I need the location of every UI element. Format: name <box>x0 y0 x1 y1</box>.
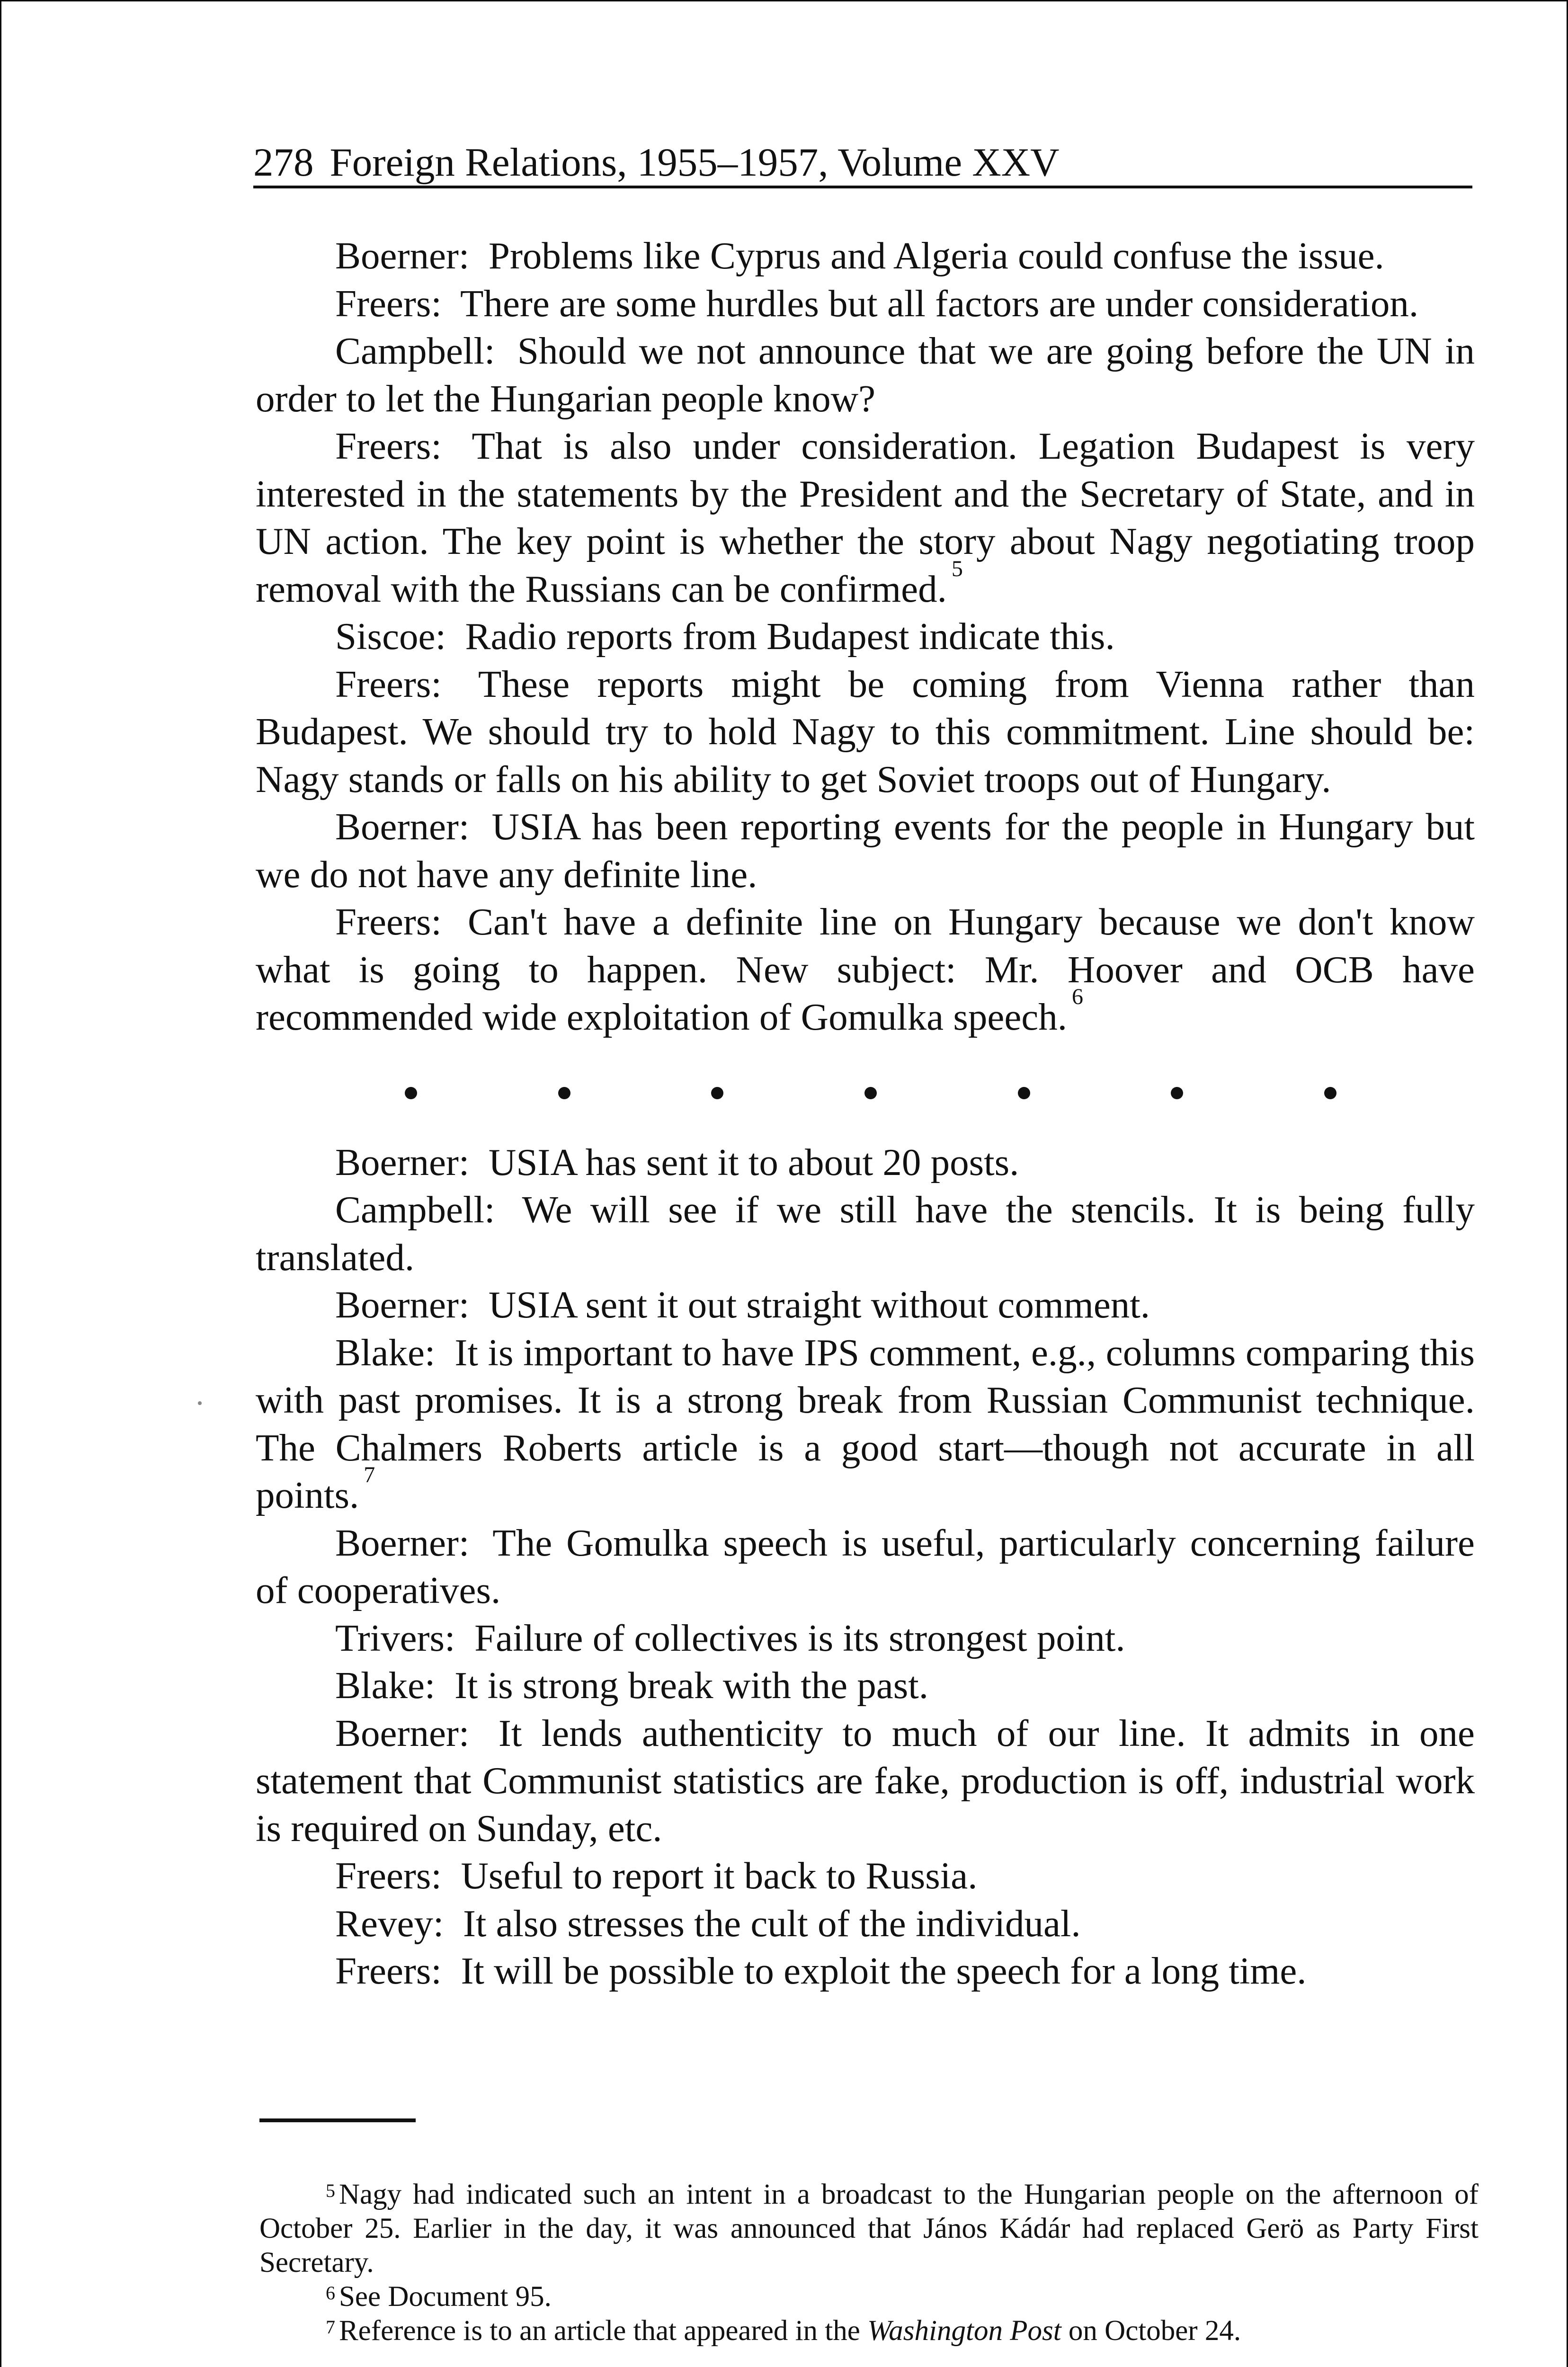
footnote-reference[interactable]: 7 <box>364 1462 375 1487</box>
footnote-reference[interactable]: 5 <box>951 556 963 581</box>
speaker-name: Freers: <box>335 282 442 325</box>
statement-text: There are some hurdles but all factors are under consideration. <box>460 282 1419 325</box>
dialogue-paragraph <box>256 1139 1475 1186</box>
speaker-name: Boerner: <box>335 1283 470 1326</box>
footnote-number: 5 <box>326 2180 335 2201</box>
statement-text: Radio reports from Budapest indicate this. <box>465 615 1115 658</box>
newspaper-title: Washington Post <box>867 2315 1061 2347</box>
speaker-name: Freers: <box>335 1854 442 1897</box>
dialogue-paragraph <box>256 1281 1475 1329</box>
speaker-name: Blake: <box>335 1664 436 1707</box>
ellipsis-dot <box>1324 1087 1336 1099</box>
statement-text: Can't have a definite line on Hungary because we don't know what is going to happen. New subject: Mr. Hoover and OCB have recommended wide exploitation of Gomulka speech. <box>256 900 1475 1038</box>
dialogue-paragraph <box>256 1186 1475 1281</box>
speaker-name: Freers: <box>335 1949 442 1992</box>
dialogue-paragraph <box>256 1709 1475 1852</box>
speaker-name: Freers: <box>335 900 442 943</box>
ellipsis-dot <box>864 1087 877 1099</box>
dialogue-paragraph <box>256 1947 1475 1995</box>
statement-text: Failure of collectives is its strongest point. <box>474 1616 1125 1659</box>
ellipsis-dot <box>558 1087 570 1099</box>
statement-text: Should we not announce that we are going before the UN in order to let the Hungarian people know? <box>256 329 1475 420</box>
running-header <box>253 133 1472 188</box>
dialogue-paragraph <box>256 803 1475 898</box>
speaker-name: Trivers: <box>335 1616 455 1659</box>
statement-text: It will be possible to exploit the speech for a long time. <box>461 1949 1307 1992</box>
speaker-name: Boerner: <box>335 1711 470 1754</box>
footnote <box>259 2178 1479 2280</box>
dialogue-paragraph <box>256 1900 1475 1948</box>
ellipsis-dot <box>1018 1087 1030 1099</box>
statement-text: It also stresses the cult of the individual. <box>463 1902 1081 1945</box>
statement-text: It lends authenticity to much of our line. It admits in one statement that Communist statistics are fake, production is off, industrial work is required on Sunday, etc. <box>256 1711 1475 1850</box>
speaker-name: Boerner: <box>335 805 470 848</box>
speaker-name: Campbell: <box>335 329 495 372</box>
statement-text: It is strong break with the past. <box>454 1664 929 1707</box>
statement-text: Problems like Cyprus and Algeria could confuse the issue. <box>488 234 1384 277</box>
statement-text: USIA sent it out straight without comment. <box>488 1283 1150 1326</box>
speaker-name: Boerner: <box>335 1140 470 1184</box>
footnote-reference[interactable]: 6 <box>1071 984 1083 1009</box>
dialogue-paragraph <box>256 1329 1475 1519</box>
statement-text: These reports might be coming from Vienna rather than Budapest. We should try to hold Nagy to this commitment. Line should be: Nagy stands or falls on his ability to get Soviet troops out of Hungary. <box>256 662 1475 801</box>
page-number: 278 <box>253 140 314 185</box>
footnotes <box>259 2178 1479 2348</box>
speaker-name: Boerner: <box>335 234 470 277</box>
statement-text: USIA has been reporting events for the people in Hungary but we do not have any definite line. <box>256 805 1475 896</box>
footnote-number: 7 <box>326 2316 335 2338</box>
volume-title: Foreign Relations, 1955–1957, Volume XXV <box>330 140 1060 185</box>
dialogue-paragraph <box>256 1614 1475 1662</box>
scan-speck <box>198 1401 202 1405</box>
footnote <box>259 2314 1479 2348</box>
footnote-text: on October 24. <box>1068 2315 1241 2347</box>
dialogue-paragraph <box>256 613 1475 660</box>
speaker-name: Freers: <box>335 425 442 467</box>
statement-text: USIA has sent it to about 20 posts. <box>488 1140 1019 1184</box>
dialogue-paragraph <box>256 327 1475 422</box>
footnote-text: Nagy had indicated such an intent in a broadcast to the Hungarian people on the afternoon of October 25. Earlier in the day, it was announced that János Kádár had replaced Gerö as Party First Secretary. <box>259 2179 1479 2278</box>
statement-text: It is important to have IPS comment, e.g., columns comparing this with past promises. It is a strong break from Russian Communist technique. The Chalmers Roberts article is a good start—though not accurate in all points. <box>256 1331 1475 1516</box>
statement-text: We will see if we still have the stencils. It is being fully translated. <box>256 1188 1475 1279</box>
dialogue-paragraph <box>256 422 1475 613</box>
dialogue-paragraph <box>256 898 1475 1041</box>
speaker-name: Boerner: <box>335 1521 470 1564</box>
speaker-name: Blake: <box>335 1331 436 1374</box>
ellipsis-dot <box>405 1087 417 1099</box>
dialogue-paragraph <box>256 232 1475 280</box>
dialogue-paragraph <box>256 1852 1475 1900</box>
dialogue-paragraph <box>256 280 1475 328</box>
dialogue-paragraph <box>256 660 1475 803</box>
speaker-name: Freers: <box>335 662 442 705</box>
speaker-name: Campbell: <box>335 1188 495 1231</box>
statement-text: That is also under consideration. Legation Budapest is very interested in the statements by the President and the Secretary of State, and in UN action. The key point is whether the story about Nagy negotiating troop removal with the Russians can be confirmed. <box>256 425 1475 610</box>
dialogue-paragraph <box>256 1519 1475 1614</box>
speaker-name: Revey: <box>335 1902 444 1945</box>
omission-ellipsis <box>405 1079 1336 1107</box>
statement-text: Useful to report it back to Russia. <box>461 1854 978 1897</box>
ellipsis-dot <box>711 1087 723 1099</box>
dialogue-paragraph <box>256 1662 1475 1709</box>
footnote-text: See Document 95. <box>339 2281 552 2313</box>
speaker-name: Siscoe: <box>335 615 446 658</box>
statement-text: The Gomulka speech is useful, particularly concerning failure of cooperatives. <box>256 1521 1475 1611</box>
footnote <box>259 2280 1479 2314</box>
footnote-number: 6 <box>326 2282 335 2304</box>
footnote-text: Reference is to an article that appeared in the <box>339 2315 860 2347</box>
footnote-divider <box>259 2118 416 2122</box>
ellipsis-dot <box>1171 1087 1183 1099</box>
document-body <box>256 232 1475 1995</box>
